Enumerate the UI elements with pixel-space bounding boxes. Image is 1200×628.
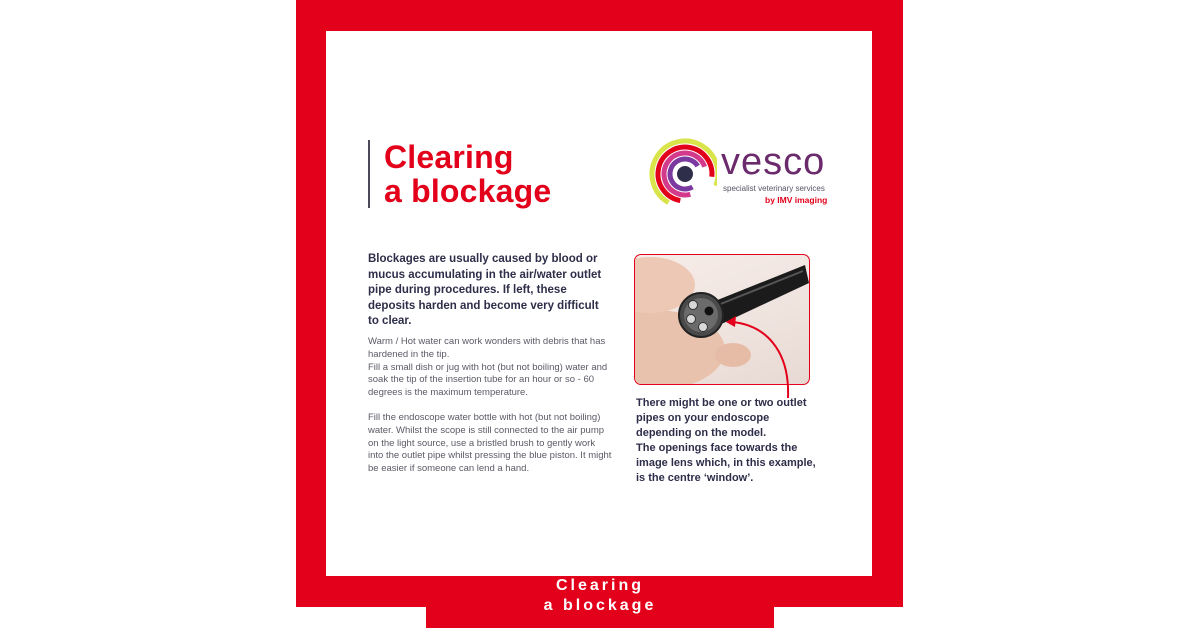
page-title: [368, 140, 551, 208]
vesco-logo: [647, 136, 847, 216]
title-line-2: a blockage: [384, 173, 552, 209]
paragraph-line: Fill a small dish or jug with hot (but not boiling) water and soak the tip of the insertion tube for an hour or so - 60 degrees is the maximum temperature.: [368, 361, 608, 399]
footer-title-line-2: a blockage: [543, 597, 657, 614]
footer-title: [426, 576, 774, 616]
caption-line: There might be one or two outlet pipes on your endoscope depending on the model.: [636, 397, 807, 439]
intro-text: Blockages are usually caused by blood or mucus accumulating in the air/water outlet pipe during procedures. If left, these deposits harden and become very difficult to clear.: [368, 253, 602, 327]
vesco-ring-logo-icon: [647, 136, 717, 216]
logo-tagline: specialist veterinary services: [723, 184, 825, 193]
title-line-1: Clearing: [384, 139, 514, 175]
footer-title-line-1: Clearing: [555, 577, 644, 594]
paragraph-warm-water: [368, 336, 613, 400]
caption-line: The openings face towards the image lens which, in this example, is the centre ‘window’.: [636, 442, 816, 484]
logo-byline: by IMV imaging: [765, 195, 828, 205]
paragraph-line: Warm / Hot water can work wonders with debris that has hardened in the tip.: [368, 336, 606, 360]
logo-wordmark: vesco: [721, 141, 826, 183]
paragraph-water-bottle: Fill the endoscope water bottle with hot (but not boiling) water. Whilst the scope is still connected to the air pump on the light source, use a bristled brush to gently work into the outlet pipe whilst pressing the blue piston. It might be easier if someone can lend a hand.: [368, 412, 612, 475]
pointer-arrow-icon: [720, 310, 800, 400]
photo-caption: [636, 396, 816, 486]
